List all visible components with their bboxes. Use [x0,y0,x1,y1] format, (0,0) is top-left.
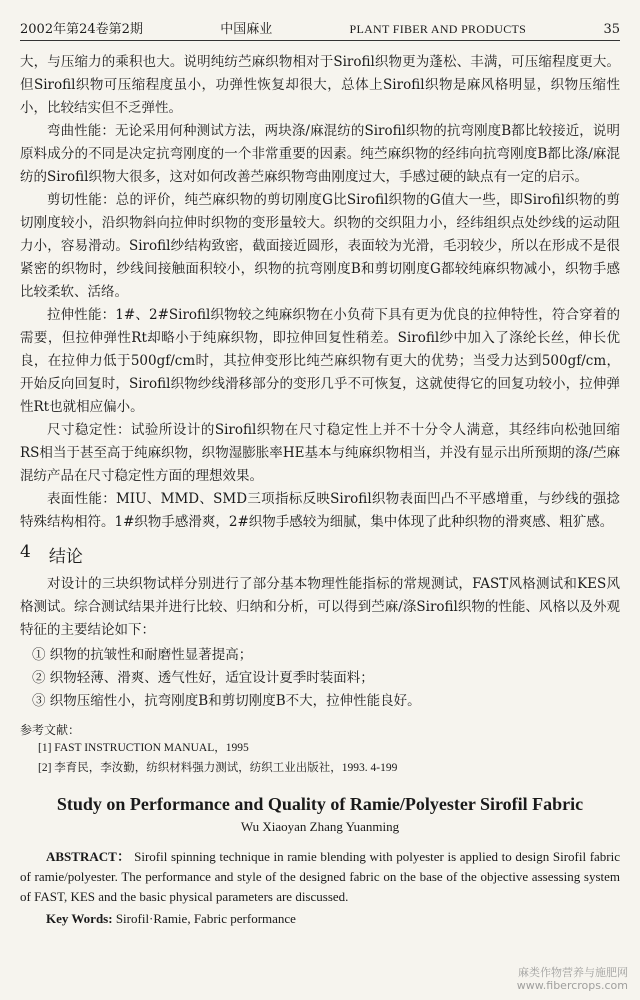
journal-english-name: PLANT FIBER AND PRODUCTS [349,22,527,36]
english-title: Study on Performance and Quality of Ramie/Polyester Sirofil Fabric [56,794,584,814]
references-heading: 参考文献： [20,723,81,737]
watermark-line: www.fibercrops.com [516,979,628,992]
body-paragraph: 尺寸稳定性：试验所设计的Sirofil织物在尺寸稳定性上并不十分令人满意，其经纬向松弛回缩RS相当于甚至高于纯麻织物，织物湿膨胀率HE基本与纯麻织物相当，并没有显示出所预期的涤/苎麻混纺产品在尺寸稳定性方面的理想效果。 [20,422,620,484]
english-abstract [20,847,620,907]
keywords-text: Sirofil·Ramie, Fabric performance [115,911,296,926]
body-paragraph: 大，与压缩力的乘积也大。说明纯纺苎麻织物相对于Sirofil织物更为蓬松、丰满，可压缩程度更大。但Sirofil织物可压缩程度虽小，功弹性恢复却很大，总体上Sirofil织物是麻风格明显，织物压缩性小，比较结实但不乏弹性。 [20,54,620,116]
conclusion-intro: 对设计的三块织物试样分别进行了部分基本物理性能指标的常规测试，FAST风格测试和KES风格测试。综合测试结果并进行比较、归纳和分析，可以得到苎麻/涤Sirofil织物的性能、风格以及外观特征的主要结论如下： [20,576,620,638]
english-authors: Wu Xiaoyan Zhang Yuanming [240,819,400,834]
conclusion-list [32,644,620,713]
watermark-line: 麻类作物营养与施肥网 [518,966,628,979]
watermark [517,966,628,992]
list-item: ② 织物轻薄、滑爽、透气性好，适宜设计夏季时装面料； [32,670,374,686]
page-number: 35 [603,22,620,37]
body-paragraph: 拉伸性能：1#、2#Sirofil织物较之纯麻织物在小负荷下具有更为优良的拉伸特性，符合穿着的需要，但拉伸弹性Rt却略小于纯麻织物，即拉伸回复性稍差。Sirofil纱中加入了涤纶长丝，伸长优良，在拉伸力低于500gf/cm时，其拉伸变形比纯苎麻织物有更大的优势；当受力达到500gf/cm，开始反向回复时，Sirofil织物纱线滑移部分的变形几乎不可恢复，这就使得它的回复功较小，拉伸弹性Rt也就相应偏小。 [20,307,620,415]
reference-item: [1] FAST INSTRUCTION MANUAL，1995 [38,742,249,754]
keywords-label: Key Words: [46,911,113,926]
issue-info: 2002年第24卷第2期 [20,22,143,37]
journal-name: 中国麻业 [220,22,273,37]
list-item: ① 织物的抗皱性和耐磨性显著提高； [32,647,253,663]
body-paragraph: 弯曲性能：无论采用何种测试方法，两块涤/麻混纺的Sirofil织物的抗弯刚度B都比较接近，说明原料成分的不同是决定抗弯刚度的一个非常重要的因素。纯苎麻织物的经纬向抗弯刚度B都比涤/麻混纺的Sirofil织物大很多，这对如何改善苎麻织物弯曲刚度过大，手感过硬的缺点有一定的启示。 [20,123,620,185]
section-heading [20,542,620,567]
body-paragraph: 剪切性能：总的评价，纯苎麻织物的剪切刚度G比Sirofil织物的G值大一些，即Sirofil织物的剪切刚度较小，沿织物斜向拉伸时织物的变形量较大。织物的交织阻力小，经纬组织点处纱线的运动阻力小，容易滑动。Sirofil纱结构致密，截面接近圆形，表面较为光滑，毛羽较少，所以在形成不是很紧密的织物时，纱线间接触面积较小，织物的抗弯刚度B和剪切刚度G都较纯麻织物减小，织物手感比较柔软、活络。 [20,192,620,300]
section-number: 4 [20,542,31,562]
section-title: 结论 [48,547,83,567]
paper-page [20,18,620,988]
abstract-text: Sirofil spinning technique in ramie blending with polyester is applied to design Sirofil fabric of ramie/polyester. The performance and style of the designed fabric on the base of the objective assessing system of FAST, KES and the basic physical parameters are discussed. [20,849,621,904]
reference-item: [2] 李育民，李汝勤，纺织材料强力测试，纺织工业出版社，1993. 4-199 [38,762,398,774]
list-item: ③ 织物压缩性小，抗弯刚度B和剪切刚度B不大，拉伸性能良好。 [32,693,421,709]
abstract-label: ABSTRACT： [46,849,131,864]
running-header [20,18,620,41]
body-paragraph: 表面性能：MIU、MMD、SMD三项指标反映Sirofil织物表面凹凸不平感增重，与纱线的强捻特殊结构相符。1#织物手感滑爽，2#织物手感较为细腻，集中体现了此种织物的滑爽感、粗犷感。 [20,491,620,530]
keywords [20,911,620,927]
